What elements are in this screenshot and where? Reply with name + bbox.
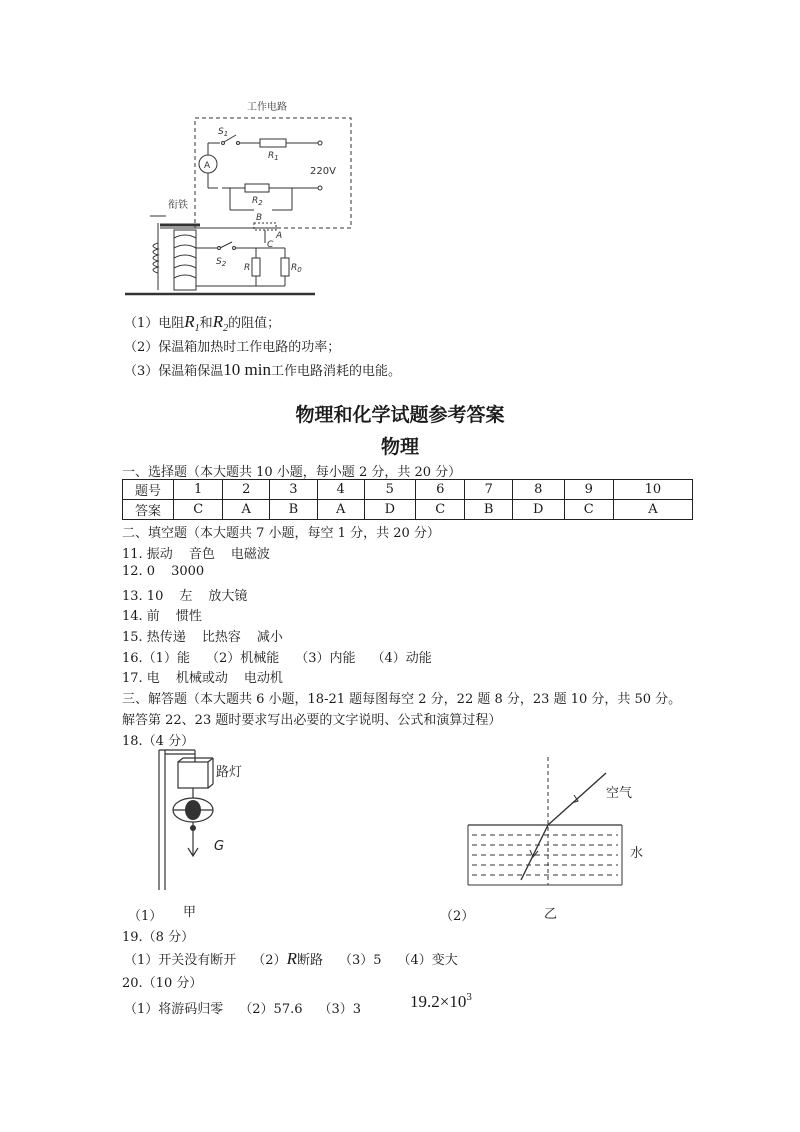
figure-street-lamp [150,748,290,896]
r-symbol: R [286,949,297,968]
figure-1-caption: 甲 [183,905,197,920]
question-20-answers: （1）将游码归零 （2）57.6 （3）3 [124,1002,362,1017]
r1-symbol: $R_1$ [184,312,200,334]
table-cell: 10 [613,480,692,500]
fill-answer-17: 17. 电 机械或动 电动机 [122,671,283,686]
question-2: （2）保温箱加热时工作电路的功率； [124,340,341,355]
table-cell: D [513,500,565,520]
air-label: 空气 [606,786,633,801]
resistor-r1 [260,139,286,147]
gravity-label: G [214,839,225,854]
table-header-cell: 题号 [123,480,174,500]
table-cell: B [270,500,318,520]
section-2-heading: 二、填空题（本大题共 7 小题，每空 1 分，共 20 分） [122,526,440,541]
figure-1-label: （1） [128,909,163,924]
density-value: $19.2\times 10^3$ [410,992,473,1011]
contact-a-label: A [276,231,283,241]
answer-key-title: 物理和化学试题参考答案 [295,404,505,426]
table-cell: 4 [317,480,364,500]
question-18-heading: 18.（4 分） [122,734,195,749]
fill-answer-15: 15. 热传递 比热容 减小 [122,630,283,645]
question-3: （3）保温箱保温10 min工作电路消耗的电能。 [124,360,401,379]
question-1: （1）电阻$R_1$和$R_2$的阻值； [124,312,281,334]
table-row-numbers [123,480,693,500]
table-header-cell: 答案 [123,500,174,520]
table-cell: B [465,500,513,520]
question-19-answers: （1）开关没有断开 （2）R断路 （3）5 （4）变大 [124,949,458,968]
table-cell: 5 [364,480,416,500]
fill-answer-16: 16.（1）能 （2）机械能 （3）内能 （4）动能 [122,651,432,666]
table-cell: 7 [465,480,513,500]
fill-answer-13: 13. 10 左 放大镜 [122,589,248,604]
time-expression: 10 min [223,360,271,379]
section-3-note: 解答第 22、23 题时要求写出必要的文字说明、公式和演算过程） [122,713,502,728]
table-cell: 8 [513,480,565,500]
resistor-r [252,258,260,276]
contact-c-label: C [267,240,274,250]
r0-label: $R_0$ [291,263,302,274]
figure-refraction [466,755,646,890]
resistor-r2 [245,184,269,192]
table-cell: C [416,500,465,520]
r2-symbol: $R_2$ [212,312,229,334]
table-cell: 9 [564,480,613,500]
armature-label: 衔铁 [168,200,188,211]
water-label: 水 [630,846,644,861]
lamp-label: 路灯 [216,765,243,780]
resistor-r0 [281,258,289,276]
table-cell: D [364,500,416,520]
voltage-label: 220V [310,166,336,177]
choice-answer-table [122,479,693,520]
table-cell: A [223,500,270,520]
table-cell: 2 [223,480,270,500]
fill-answer-12: 12. 0 3000 [122,564,205,579]
table-row-answers [123,500,693,520]
table-cell: A [613,500,692,520]
table-cell: 6 [416,480,465,500]
s1-label: $S_1$ [218,127,229,138]
ammeter-label: A [204,161,211,171]
fill-answer-11: 11. 振动 音色 电磁波 [122,547,270,562]
contact-b-label: B [256,213,263,223]
r1-label: $R_1$ [268,151,279,162]
table-cell: 3 [270,480,318,500]
table-cell: 1 [174,480,223,500]
circuit-caption: 工作电路 [247,102,287,113]
figure-2-label: （2） [440,909,475,924]
table-cell: A [317,500,364,520]
question-19-heading: 19.（8 分） [122,930,195,945]
r2-label: $R_2$ [252,196,263,207]
relay-circuit-diagram [120,98,360,298]
fill-answer-14: 14. 前 惯性 [122,609,202,624]
figure-2-caption: 乙 [544,907,558,922]
table-cell: C [174,500,223,520]
r-label: R [244,263,251,273]
lamp-box [178,762,208,788]
section-3-heading: 三、解答题（本大题共 6 小题，18-21 题每图每空 2 分，22 题 8 分，23 题 10 分，共 50 分。 [122,692,682,707]
question-20-heading: 20.（10 分） [122,976,203,991]
s2-label: $S_2$ [216,257,227,268]
answer-key-subtitle: 物理 [380,436,419,458]
table-cell: C [564,500,613,520]
section-1-heading: 一、选择题（本大题共 10 小题，每小题 2 分，共 20 分） [122,465,462,480]
